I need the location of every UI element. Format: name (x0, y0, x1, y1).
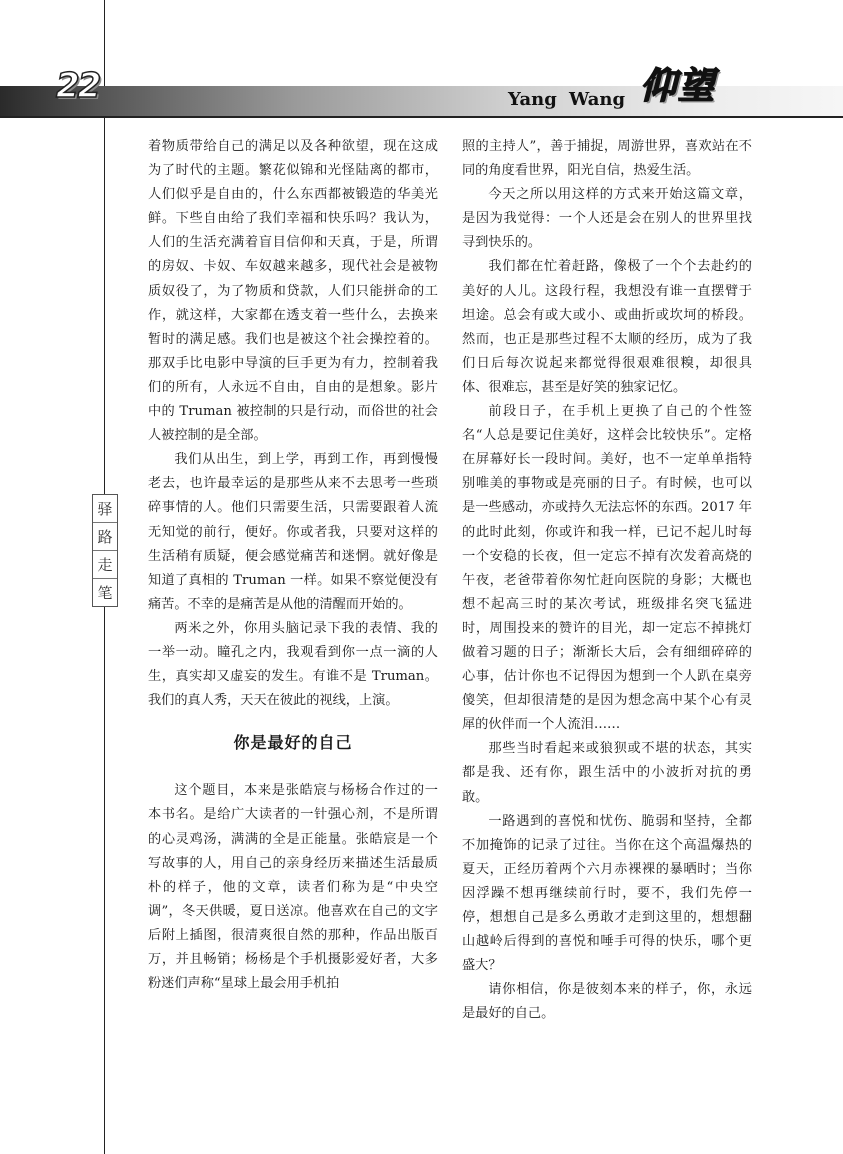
paragraph: 我们都在忙着赶路，像极了一个个去赴约的美好的人儿。这段行程，我想没有谁一直摆臂于坦途。总会有或大或小、或曲折或坎坷的桥段。然而，也正是那些过程不太顺的经历，成为了我们日后每次说起来都觉得很艰难很糗，却很具体、很难忘，甚至是好笑的独家记忆。 (462, 259, 752, 395)
header-underline (0, 116, 843, 118)
page-number: 22 (56, 66, 100, 106)
section-side-tab (92, 494, 118, 607)
side-tab-char: 驿 (93, 495, 117, 523)
paragraph: 那些当时看起来或狼狈或不堪的状态，其实都是我、还有你，跟生活中的小波折对抗的勇敢。 (462, 741, 752, 805)
paragraph: 这个题目，本来是张皓宸与杨杨合作过的一本书名。是给广大读者的一针强心剂，不是所谓的心灵鸡汤，满满的全是正能量。张皓宸是一个写故事的人，用自己的亲身经历来描述生活最质朴的样子，他的文章，读者们称为是“中央空调”，冬天供暖，夏日送凉。他喜欢在自己的文字后附上插图，很清爽很自然的那种，作品出版百万，并且畅销；杨杨是个手机摄影爱好者，大多粉迷们声称“星球上最会用手机拍 (148, 783, 438, 992)
author-byline: Yang Wang (508, 89, 626, 110)
header-bar (0, 86, 843, 116)
paragraph: 一路遇到的喜悦和忧伤、脆弱和坚持，全都不加掩饰的记录了过往。当你在这个高温爆热的夏天，正经历着两个六月赤裸裸的暴晒时；当你因浮躁不想再继续前行时，要不，我们先停一停，想想自己是多么勇敢才走到这里的，想想翻山越岭后得到的喜悦和唾手可得的快乐，哪个更盛大？ (462, 813, 752, 974)
paragraph: 照的主持人”，善于捕捉，周游世界，喜欢站在不同的角度看世界，阳光自信，热爱生活。 (462, 139, 752, 179)
section-heading: 你是最好的自己 (233, 733, 353, 753)
paragraph: 我们从出生，到上学，再到工作，再到慢慢老去，也许最幸运的是那些从来不去思考一些琐碎事情的人。他们只需要生活，只需要跟着人流无知觉的前行，便好。你或者我，只要对这样的生活稍有质疑，便会感觉痛苦和迷惘。就好像是知道了真相的 Truman 一样。如果不察觉便没有痛苦。不幸的是痛苦是从他的清醒而开始的。 (148, 452, 438, 612)
column-title-logo: 仰望 (640, 66, 717, 107)
right-column (462, 135, 752, 1026)
paragraph: 着物质带给自己的满足以及各种欲望，现在这成为了时代的主题。繁花似锦和光怪陆离的都市，人们似乎是自由的，什么东西都被锻造的华美光鲜。下些自由给了我们幸福和快乐吗？我认为，人们的生活充满着盲目信仰和天真，于是，所谓的房奴、卡奴、车奴越来越多，现代社会是被物质奴役了，为了物质和贷款，人们只能拼命的工作，就这样，大家都在透支着一些什么，去换来暂时的满足感。我们也是被这个社会操控着的。那双手比电影中导演的巨手更为有力，控制着我们的所有，人永远不自由，自由的是想象。影片中的 Truman 被控制的只是行动，而俗世的社会人被控制的是全部。 (148, 139, 438, 444)
side-tab-char: 走 (93, 551, 117, 579)
left-column (148, 135, 438, 996)
side-tab-char: 路 (93, 523, 117, 551)
side-tab-char: 笔 (97, 584, 113, 602)
paragraph: 前段日子，在手机上更换了自己的个性签名“人总是要记住美好，这样会比较快乐”。定格在屏幕好长一段时间。美好，也不一定单单指特别唯美的事物或是亮丽的日子。有时候，也可以是一些感动，亦或持久无法忘怀的东西。2017 年的此时此刻，你或许和我一样，已记不起儿时每一个安稳的长夜，但一定忘不掉有次发着高烧的午夜，老爸带着你匆忙赶向医院的身影；大概也想不起高三时的某次考试，班级排名突飞猛进时，周围投来的赞许的目光，却一定忘不掉挑灯做着习题的日子；渐渐长大后，会有细细碎碎的心事，估计你也不记得因为想到一个人趴在桌旁傻笑，但却很清楚的是因为想念高中某个心有灵犀的伙伴而一个人流泪…… (462, 404, 752, 733)
paragraph: 今天之所以用这样的方式来开始这篇文章，是因为我觉得：一个人还是会在别人的世界里找寻到快乐的。 (462, 187, 752, 251)
paragraph: 两米之外，你用头脑记录下我的表情、我的一举一动。瞳孔之内，我观看到你一点一滴的人生，真实却又虚妄的发生。有谁不是 Truman。我们的真人秀，天天在彼此的视线，上演。 (148, 620, 438, 709)
paragraph: 请你相信，你是彼刻本来的样子，你，永远是最好的自己。 (462, 982, 752, 1022)
